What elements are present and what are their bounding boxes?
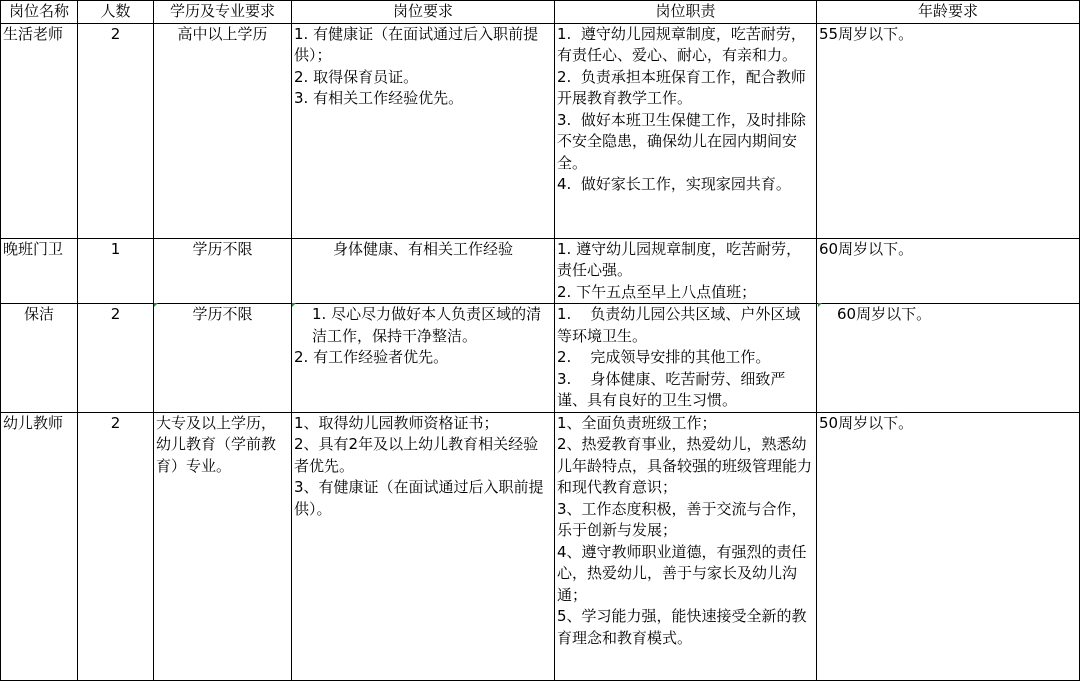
requirements-cell [292,304,555,413]
requirement-line: 1. 有健康证（在面试通过后入职前提供）； [294,24,539,64]
requirements-cell [292,23,555,238]
duty-line: 1. 负责幼儿园公共区域、户外区域等环境卫生。 [557,305,801,345]
count-cell: 2 [78,304,154,413]
age-cell: 55周岁以下。 [817,23,1080,238]
table-row [1,412,1080,680]
count-cell: 1 [78,238,154,304]
duty-line: 4. 做好家长工作，实现家园共育。 [557,175,791,193]
header-position-name: 岗位名称 [1,1,78,24]
requirement-line: 3、有健康证（在面试通过后入职前提供）。 [294,478,544,518]
position-name-cell: 生活老师 [1,23,78,238]
requirement-line: 2. 取得保育员证。 [294,67,419,86]
duty-line: 1. 遵守幼儿园规章制度，吃苦耐劳，有责任心、爱心、耐心，有亲和力。 [557,24,806,64]
age-cell: 60周岁以下。 [817,238,1080,304]
requirement-line: 1. 尽心尽力做好本人负责区域的清洁工作，保持干净整洁。 [312,305,542,345]
count-cell: 2 [78,23,154,238]
requirements-cell [292,238,555,304]
age-text: 60周岁以下。 [837,305,932,323]
header-row [1,1,1080,24]
education-cell: 学历不限 [154,238,292,304]
education-cell: 大专及以上学历，幼儿教育（学前教育）专业。 [154,412,292,680]
duty-line: 4、遵守教师职业道德，有强烈的责任心，热爱幼儿，善于与家长及幼儿沟通； [557,542,807,604]
duty-line: 2. 完成领导安排的其他工作。 [557,348,771,366]
header-requirements: 岗位要求 [292,1,555,24]
header-age: 年龄要求 [817,1,1080,24]
duty-line: 5、学习能力强，能快速接受全新的教育理念和教育模式。 [557,607,807,647]
cell-marker-icon [818,303,822,307]
requirement-line: 1、取得幼儿园教师资格证书； [294,413,499,432]
duty-line: 3、工作态度积极，善于交流与合作，乐于创新与发展； [557,499,807,539]
cell-marker-icon [154,303,158,307]
duty-line: 1、全面负责班级工作； [557,413,717,432]
requirement-line: 2. 有工作经验者优先。 [294,348,449,366]
age-cell [817,304,1080,413]
duties-cell [555,238,817,304]
position-name-cell: 晚班门卫 [1,238,78,304]
duty-line: 2、热爱教育事业，热爱幼儿，熟悉幼儿年龄特点，具备较强的班级管理能力和现代教育意识； [557,435,813,496]
header-count: 人数 [78,1,154,24]
requirement-line: 3. 有相关工作经验优先。 [294,89,464,107]
age-cell: 50周岁以下。 [817,412,1080,680]
table-row [1,238,1080,304]
requirement-line: 身体健康、有相关工作经验 [332,239,513,258]
table-row [1,304,1080,413]
header-duties: 岗位职责 [555,1,817,24]
education-cell: 学历不限 [154,304,292,413]
table-row [1,23,1080,238]
position-name-cell: 保洁 [1,304,78,413]
position-name-cell: 幼儿教师 [1,412,78,680]
duty-line: 1. 遵守幼儿园规章制度，吃苦耐劳，责任心强。 [557,239,802,279]
education-cell: 高中以上学历 [154,23,292,238]
cell-marker-icon [292,303,296,307]
duties-cell [555,412,817,680]
requirements-cell [292,412,555,680]
duty-line: 3. 身体健康、吃苦耐劳、细致严谨、具有良好的卫生习惯。 [557,369,786,409]
header-education: 学历及专业要求 [154,1,292,24]
requirement-line: 2、具有2年及以上幼儿教育相关经验者优先。 [294,435,539,475]
duty-line: 2. 下午五点至早上八点值班； [557,282,757,301]
duty-line: 2. 负责承担本班保育工作，配合教师开展教育教学工作。 [557,67,806,107]
duty-line: 3. 做好本班卫生保健工作，及时排除不安全隐患，确保幼儿在园内期间安全。 [557,110,806,172]
count-cell: 2 [78,412,154,680]
duties-cell [555,304,817,413]
duties-cell [555,23,817,238]
